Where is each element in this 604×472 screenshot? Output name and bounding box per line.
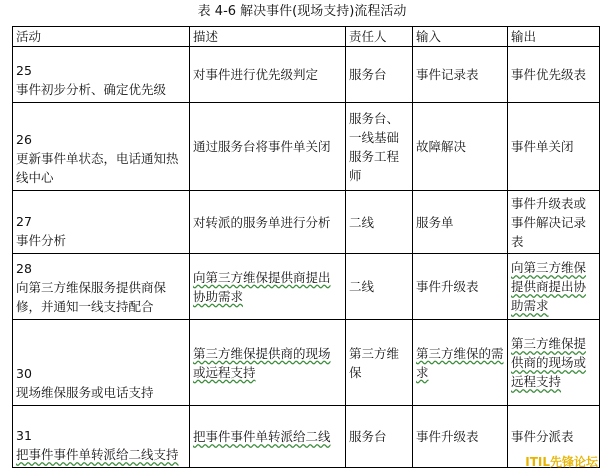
description-cell: 通过服务台将事件单关闭 [190, 103, 346, 191]
description-cell: 对转派的服务单进行分析 [190, 191, 346, 254]
owner-cell: 服务台、一线基础服务工程师 [346, 103, 413, 191]
output-cell [508, 254, 600, 320]
activity-cell [13, 191, 190, 254]
description-text: 第三方维保提供商的现场或远程支持 [193, 345, 331, 380]
input-cell: 事件升级表 [413, 254, 508, 320]
table-row [13, 254, 600, 320]
header-input: 输入 [413, 27, 508, 47]
owner-cell: 二线 [346, 254, 413, 320]
table-row [13, 320, 600, 406]
header-activity: 活动 [13, 27, 190, 47]
activity-name: 向第三方维保服务提供商保修，并通知一线支持配合 [16, 280, 167, 314]
activity-name: 现场维保服务或电话支持 [16, 385, 154, 400]
activity-cell [13, 47, 190, 103]
input-text: 第三方维保的需求 [416, 345, 504, 380]
header-output: 输出 [508, 27, 600, 47]
description-text: 向第三方维保提供商提出协助需求 [193, 269, 331, 304]
input-cell [413, 320, 508, 406]
owner-cell: 服务台 [346, 406, 413, 468]
activity-cell [13, 254, 190, 320]
output-text: 向第三方维保提供商提出协助需求 [511, 260, 587, 313]
owner-cell: 服务台 [346, 47, 413, 103]
output-cell: 事件升级表或事件解决记录表 [508, 191, 600, 254]
activity-name: 事件初步分析、确定优先级 [16, 82, 167, 97]
table-row [13, 406, 600, 468]
activity-cell [13, 103, 190, 191]
input-cell: 服务单 [413, 191, 508, 254]
table-caption: 表 4-6 解决事件(现场支持)流程活动 [197, 4, 407, 19]
output-cell: 事件单关闭 [508, 103, 600, 191]
description-cell [190, 406, 346, 468]
table-row [13, 191, 600, 254]
input-cell: 故障解决 [413, 103, 508, 191]
activity-number: 26 [16, 132, 32, 147]
output-cell [508, 320, 600, 406]
table-row [13, 103, 600, 191]
owner-cell: 第三方维保 [346, 320, 413, 406]
activity-cell [13, 320, 190, 406]
output-cell: 事件优先级表 [508, 47, 600, 103]
activity-name: 把事件事件单转派给二线支持 [16, 447, 179, 462]
activity-number: 27 [16, 214, 32, 229]
description-text: 把事件事件单转派给二线 [193, 429, 331, 444]
owner-cell: 二线 [346, 191, 413, 254]
table-row [13, 47, 600, 103]
description-cell [190, 320, 346, 406]
description-cell: 对事件进行优先级判定 [190, 47, 346, 103]
input-cell: 事件记录表 [413, 47, 508, 103]
process-activity-table [12, 26, 600, 468]
activity-number: 30 [16, 366, 32, 381]
activity-number: 31 [16, 428, 32, 443]
description-cell [190, 254, 346, 320]
watermark: ITIL先锋论坛 [525, 455, 598, 469]
activity-cell [13, 406, 190, 468]
header-description: 描述 [190, 27, 346, 47]
activity-name: 更新事件单状态，电话通知热线中心 [16, 151, 179, 185]
header-owner: 责任人 [346, 27, 413, 47]
output-cell: 事件分派表 [508, 406, 600, 468]
table-header-row [13, 27, 600, 47]
input-cell: 事件升级表 [413, 406, 508, 468]
activity-number: 25 [16, 63, 32, 78]
activity-name: 事件分析 [16, 233, 67, 248]
output-text: 第三方维保提供商的现场或远程支持 [511, 336, 587, 389]
activity-number: 28 [16, 261, 32, 276]
